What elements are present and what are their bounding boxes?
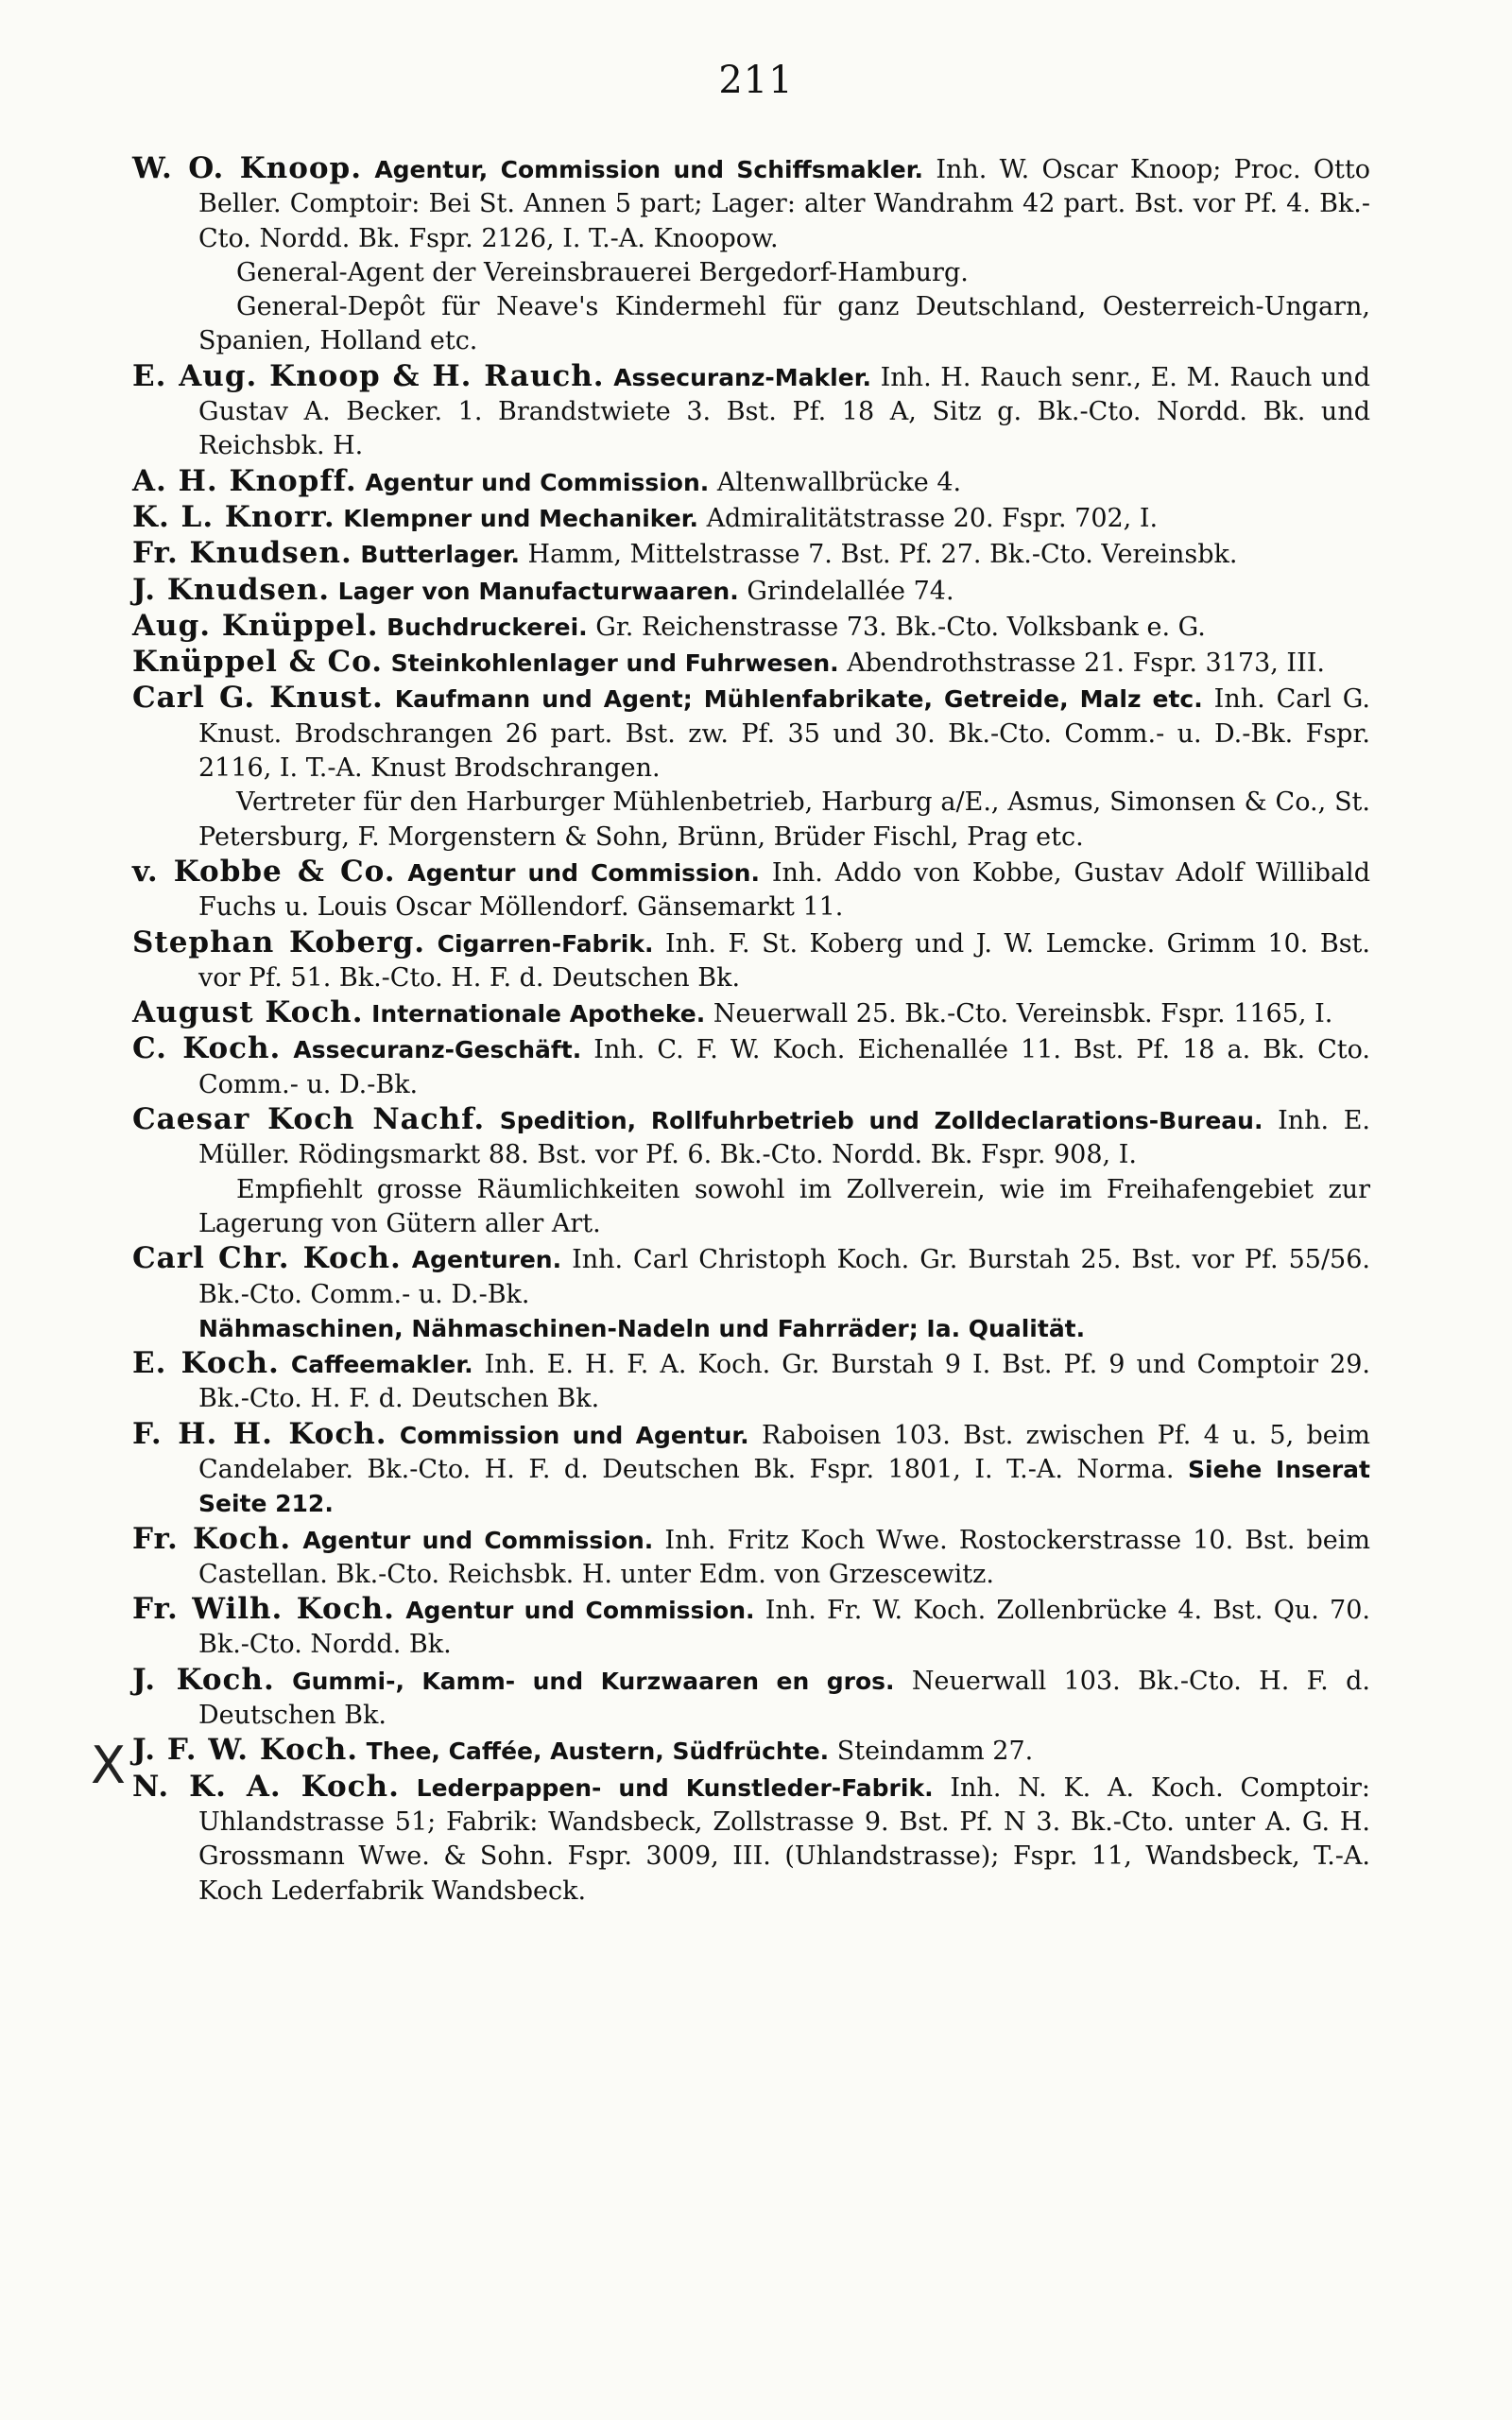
entry-business: Steinkohlenlager und Fuhrwesen. <box>390 649 839 678</box>
entry-fr-wilh-koch <box>132 1592 1370 1663</box>
entry-f-h-h-koch <box>132 1417 1370 1522</box>
entry-business: Internationale Apotheke. <box>371 1000 706 1028</box>
entry-details: Abendrothstrasse 21. Fspr. 3173, III. <box>847 648 1326 679</box>
entry-knoop-rauch <box>132 359 1370 464</box>
page-number: 211 <box>718 59 794 102</box>
entry-details: Neuerwall 103. Bk.-Cto. H. F. d. Deutschen Bk. <box>198 1666 1370 1731</box>
entry-name: v. Kobbe & Co. <box>132 854 396 889</box>
entry-name: K. L. Knorr. <box>132 499 335 534</box>
entry-note: Vertreter für den Harburger Mühlenbetrieb, Harburg a/E., Asmus, Simonsen & Co., St. Petersburg, F. Morgenstern & Sohn, Brünn, Brüder Fischl, Prag etc. <box>198 787 1370 852</box>
entry-business: Lederpappen- und Kunstleder-Fabrik. <box>416 1773 934 1802</box>
entry-details: Grindelallée 74. <box>747 576 954 606</box>
entry-details: Inh. Fritz Koch Wwe. Rostockerstrasse 10. Bst. beim Castellan. Bk.-Cto. Reichsbk. H. unter Edm. von Grzescewitz. <box>198 1525 1370 1589</box>
entry-details: Inh. W. Oscar Knoop; Proc. Otto Beller. Comptoir: Bei St. Annen 5 part; Lager: alter Wandrahm 42 part. Bst. vor Pf. 4. Bk.-Cto. Nordd. Bk. Fspr. 2126, I. T.-A. Knoopow. <box>198 155 1370 253</box>
entry-carl-chr-koch <box>132 1241 1370 1312</box>
entry-name: W. O. Knoop. <box>132 151 363 185</box>
entry-name: Aug. Knüppel. <box>132 608 379 643</box>
entry-fr-koch <box>132 1522 1370 1593</box>
entry-details: Inh. H. Rauch senr., E. M. Rauch und Gustav A. Becker. 1. Brandstwiete 3. Bst. Pf. 18 A, Sitz g. Bk.-Cto. Nordd. Bk. und Reichsbk. H. <box>198 362 1370 461</box>
entry-name: Caesar Koch Nachf. <box>132 1102 486 1137</box>
entry-caesar-koch <box>132 1102 1370 1173</box>
entry-kobbe <box>132 855 1370 925</box>
entry-details: Inh. E. H. F. A. Koch. Gr. Burstah 9 I. Bst. Pf. 9 und Comptoir 29. Bk.-Cto. H. F. d. Deutschen Bk. <box>198 1350 1371 1414</box>
entry-details: Inh. F. St. Koberg und J. W. Lemcke. Grimm 10. Bst. vor Pf. 51. Bk.-Cto. H. F. d. Deutschen Bk. <box>198 928 1370 993</box>
entry-aug-knueppel <box>132 609 1370 645</box>
entry-knorr <box>132 500 1370 536</box>
entry-name: Carl Chr. Koch. <box>132 1241 402 1276</box>
entry-n-k-a-koch <box>132 1770 1370 1909</box>
entry-bold-line-text: Nähmaschinen, Nähmaschinen-Nadeln und Fahrräder; Ia. Qualität. <box>198 1314 1086 1342</box>
entry-business: Agentur und Commission. <box>302 1526 654 1554</box>
entry-business: Agentur und Commission. <box>407 858 760 887</box>
entry-business: Lager von Manufacturwaaren. <box>337 577 739 605</box>
entry-name: E. Aug. Knoop & H. Rauch. <box>132 358 605 393</box>
entry-business: Buchdruckerei. <box>387 613 588 641</box>
entry-business: Kaufmann und Agent; Mühlenfabrikate, Getreide, Malz etc. <box>394 685 1203 714</box>
entry-j-knudsen <box>132 573 1370 609</box>
entry-details: Inh. Carl G. Knust. Brodschrangen 26 part. Bst. zw. Pf. 35 und 30. Bk.-Cto. Comm.- u. D.-Bk. Fspr. 2116, I. T.-A. Knust Brodschrangen. <box>198 684 1370 784</box>
entry-knopff <box>132 464 1370 500</box>
entry-name: Carl G. Knust. <box>132 681 384 716</box>
entry-business: Caffeemakler. <box>290 1351 473 1379</box>
entry-details: Inh. C. F. W. Koch. Eichenallée 11. Bst. Pf. 18 a. Bk. Cto. Comm.- u. D.-Bk. <box>198 1035 1370 1099</box>
margin-mark: X <box>91 1736 126 1795</box>
entry-fr-knudsen <box>132 536 1370 572</box>
entry-details: Inh. Fr. W. Koch. Zollenbrücke 4. Bst. Qu. 70. Bk.-Cto. Nordd. Bk. <box>198 1596 1371 1660</box>
entry-business: Thee, Caffée, Austern, Südfrüchte. <box>366 1737 830 1766</box>
entry-name: C. Koch. <box>132 1031 282 1066</box>
entry-name: Fr. Wilh. Koch. <box>132 1592 395 1627</box>
entry-j-koch <box>132 1663 1370 1734</box>
entry-name: J. F. W. Koch. <box>132 1733 359 1768</box>
entry-j-f-w-koch <box>132 1733 1370 1769</box>
entry-name: J. Knudsen. <box>132 572 331 607</box>
entry-details: Gr. Reichenstrasse 73. Bk.-Cto. Volksbank e. G. <box>595 612 1206 642</box>
entry-name: F. H. H. Koch. <box>132 1416 387 1451</box>
entry-details: Inh. Carl Christoph Koch. Gr. Burstah 25. Bst. vor Pf. 55/56. Bk.-Cto. Comm.- u. D.-Bk. <box>198 1245 1370 1309</box>
entry-business: Commission und Agentur. <box>399 1421 749 1449</box>
entry-note: General-Agent der Vereinsbrauerei Bergedorf-Hamburg. <box>236 257 969 287</box>
entry-business: Assecuranz-Makler. <box>613 363 871 391</box>
entry-name: Fr. Knudsen. <box>132 536 352 571</box>
entry-details: Raboisen 103. Bst. zwischen Pf. 4 u. 5, beim Candelaber. Bk.-Cto. H. F. d. Deutschen Bk. Fspr. 1801, I. T.-A. Norma. <box>198 1420 1370 1484</box>
entry-details: Neuerwall 25. Bk.-Cto. Vereinsbk. Fspr. 1165, I. <box>713 999 1333 1029</box>
entry-w-o-knoop <box>132 151 1370 256</box>
entry-bold-line <box>132 1312 1370 1346</box>
entry-name: E. Koch. <box>132 1346 280 1381</box>
entry-details: Hamm, Mittelstrasse 7. Bst. Pf. 27. Bk.-Cto. Vereinsbk. <box>527 540 1238 570</box>
entry-business: Cigarren-Fabrik. <box>437 929 654 958</box>
entry-name: A. H. Knopff. <box>132 463 357 498</box>
entry-details: Inh. E. Müller. Rödingsmarkt 88. Bst. vor Pf. 6. Bk.-Cto. Nordd. Bk. Fspr. 908, I. <box>198 1106 1371 1170</box>
entry-details: Altenwallbrücke 4. <box>716 467 962 497</box>
entry-e-koch <box>132 1346 1370 1417</box>
entry-details: Admiralitätstrasse 20. Fspr. 702, I. <box>706 503 1159 533</box>
entry-knust <box>132 681 1370 786</box>
entry-name: N. K. A. Koch. <box>132 1769 400 1804</box>
entry-business: Agentur und Commission. <box>405 1597 755 1625</box>
entry-business: Gummi-, Kamm- und Kurzwaaren en gros. <box>292 1667 895 1695</box>
entry-details: Inh. Addo von Kobbe, Gustav Adolf Willibald Fuchs u. Louis Oscar Möllendorf. Gänsemarkt 11. <box>198 857 1370 923</box>
entry-business: Spedition, Rollfuhrbetrieb und Zolldeclarations-Bureau. <box>499 1107 1263 1135</box>
entry-name: Stephan Koberg. <box>132 925 426 959</box>
entry-name: Fr. Koch. <box>132 1521 292 1556</box>
entry-koberg <box>132 925 1370 996</box>
entry-business: Agentur und Commission. <box>365 468 710 496</box>
entry-ad-reference: Siehe Inserat Seite 212. <box>198 1455 1370 1518</box>
entry-name: August Koch. <box>132 995 364 1030</box>
entry-c-koch <box>132 1031 1370 1102</box>
entry-business: Butterlager. <box>360 541 520 569</box>
entry-details: Inh. N. K. A. Koch. Comptoir: Uhlandstrasse 51; Fabrik: Wandsbeck, Zollstrasse 9. Bst. Pf. N 3. Bk.-Cto. unter A. G. H. Grossmann Wwe. & Sohn. Fspr. 3009, III. (Uhlandstrasse); Fspr. 11, Wandsbeck, T.-A. Koch Lederfabrik Wandsbeck. <box>198 1772 1370 1906</box>
entry-list <box>132 151 1370 1909</box>
entry-note: General-Depôt für Neave's Kindermehl für ganz Deutschland, Oesterreich-Ungarn, Spanien, Holland etc. <box>198 292 1370 356</box>
entry-name: J. Koch. <box>132 1662 275 1697</box>
entry-business: Agenturen. <box>411 1246 562 1274</box>
entry-details: Steindamm 27. <box>836 1737 1034 1767</box>
entry-business: Assecuranz-Geschäft. <box>293 1036 582 1064</box>
entry-note: Empfiehlt grosse Räumlichkeiten sowohl im Zollverein, wie im Freihafengebiet zur Lagerung von Gütern aller Art. <box>198 1174 1370 1238</box>
entry-name: Knüppel & Co. <box>132 645 384 680</box>
entry-august-koch <box>132 995 1370 1031</box>
entry-knueppel-co <box>132 645 1370 681</box>
entry-business: Agentur, Commission und Schiffsmakler. <box>374 156 924 183</box>
entry-business: Klempner und Mechaniker. <box>343 504 698 532</box>
